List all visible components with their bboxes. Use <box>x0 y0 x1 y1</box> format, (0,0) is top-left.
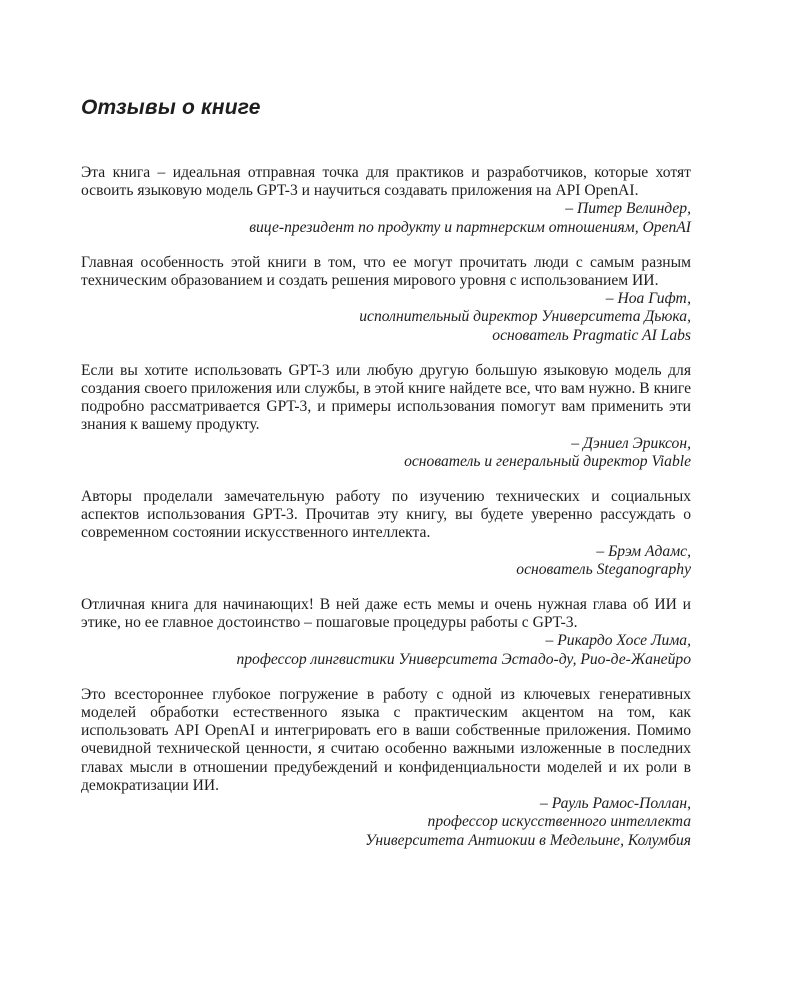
review-attribution <box>81 290 691 345</box>
review-2 <box>81 254 691 345</box>
review-author-role: основатель и генеральный директор Viable <box>404 452 691 470</box>
review-author-role-2: основатель Pragmatic AI Labs <box>492 326 691 344</box>
review-author-role: профессор искусственного интеллекта <box>427 813 691 831</box>
page-content <box>81 96 691 867</box>
review-author: – Рикардо Хосе Лима, <box>545 632 691 650</box>
review-3 <box>81 362 691 471</box>
review-author: – Дэниел Эриксон, <box>571 434 691 452</box>
review-attribution <box>81 435 691 471</box>
review-author: – Питер Велиндер, <box>565 200 691 218</box>
review-attribution <box>81 543 691 579</box>
review-text: Если вы хотите использовать GPT-3 или любую другую большую языковую модель для создания своего приложения или службы, в этой книге найдете все, что вам нужно. В книге подробно рассматривается GPT-3, и примеры использования помогут вам применить эти знания к вашему продукту. <box>81 361 691 434</box>
review-author: – Ноа Гифт, <box>605 290 691 308</box>
page-title: Отзывы о книге <box>81 96 261 119</box>
review-attribution <box>81 200 691 236</box>
review-author-role: профессор лингвистики Университета Эстадо-ду, Рио-де-Жанейро <box>236 650 691 668</box>
review-author-role: исполнительный директор Университета Дьюка, <box>359 308 691 326</box>
review-author: – Брэм Адамс, <box>596 542 691 560</box>
review-author: – Рауль Рамос-Поллан, <box>540 795 691 813</box>
review-author-role: вице-президент по продукту и партнерским отношениям, OpenAI <box>249 218 691 236</box>
review-5 <box>81 596 691 669</box>
review-text: Это всестороннее глубокое погружение в работу с одной из ключевых генеративных моделей обработки естественного языка с практическим акцентом на том, как использовать API OpenAI и интегрировать его в ваши собственные приложения. Помимо очевидной технической ценности, я считаю особенно важными изложенные в последних главах мысли в отношении предубеждений и конфиденциальности моделей и их роли в демократизации ИИ. <box>81 685 691 794</box>
review-text: Эта книга – идеальная отправная точка для практиков и разработчиков, которые хотят освоить языковую модель GPT-3 и научиться создавать приложения на API OpenAI. <box>81 164 691 200</box>
review-text: Главная особенность этой книги в том, что ее могут прочитать люди с самым разным техническим образованием и создать решения мирового уровня с использованием ИИ. <box>81 253 691 290</box>
review-4 <box>81 488 691 579</box>
review-6 <box>81 686 691 850</box>
review-text: Отличная книга для начинающих! В ней даже есть мемы и очень нужная глава об ИИ и этике, но ее главное достоинство – пошаговые процедуры работы с GPT-3. <box>81 596 691 632</box>
review-author-role: основатель Steganography <box>516 560 691 578</box>
review-author-role-2: Университета Антиокии в Медельине, Колумбия <box>365 831 691 849</box>
review-attribution <box>81 632 691 668</box>
review-text: Авторы проделали замечательную работу по изучению технических и социальных аспектов использования GPT-3. Прочитав эту книгу, вы будете уверенно рассуждать о современном состоянии искусственного интеллекта. <box>81 488 691 542</box>
review-attribution <box>81 795 691 850</box>
review-1 <box>81 164 691 237</box>
